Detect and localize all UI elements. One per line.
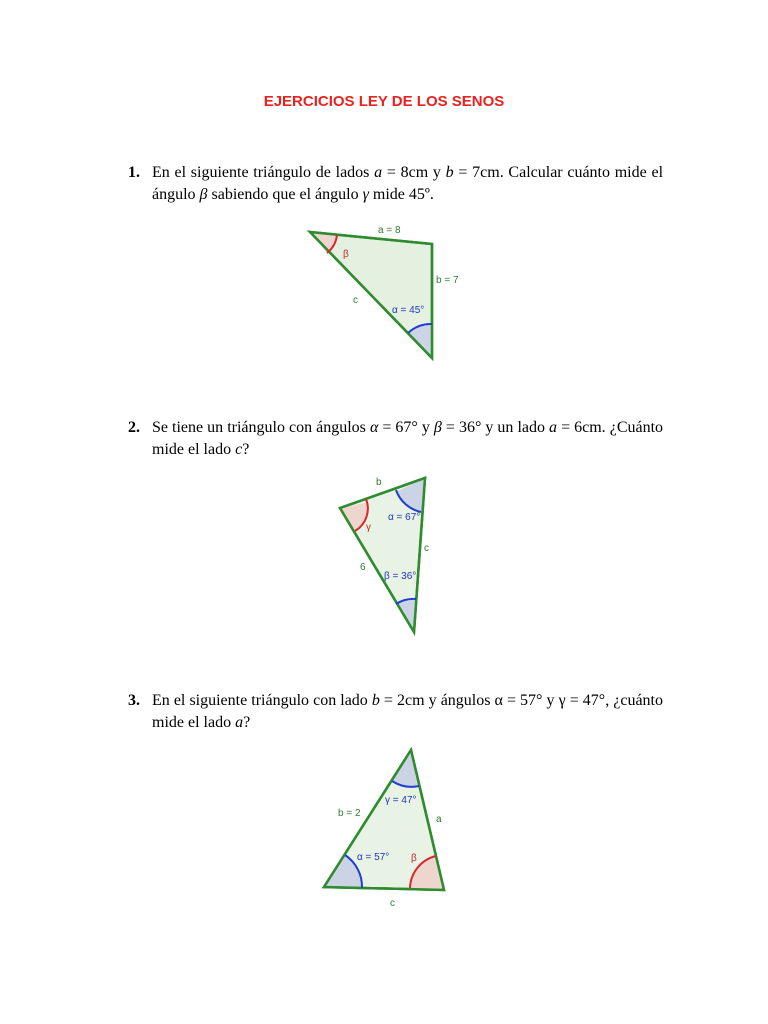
exercise-number: 2. — [128, 419, 140, 436]
exercise-text: Se tiene un triángulo con ángulos α = 67° y β = 36° y un lado a = 6cm. ¿Cuánto mide el lado c? — [152, 419, 664, 458]
exercise-number: 3. — [128, 692, 140, 709]
label-angle-beta: β — [343, 249, 349, 260]
exercise-text: En el siguiente triángulo de lados a = 8cm y b = 7cm. Calcular cuánto mide el ángulo β sabiendo que el ángulo γ mide 45º. — [152, 164, 664, 203]
label-side-b: b = 2 — [338, 808, 361, 819]
label-side-b: b = 7 — [436, 275, 459, 286]
label-side-b: b — [376, 477, 382, 488]
label-side-c: c — [424, 543, 429, 554]
label-side-6: 6 — [360, 562, 366, 573]
exercise-number: 1. — [128, 164, 140, 181]
label-side-c: c — [390, 898, 395, 909]
label-angle-alpha: α = 67° — [388, 512, 421, 523]
label-angle-gamma: γ = 47° — [385, 795, 417, 806]
label-angle-alpha: α = 45° — [392, 305, 425, 316]
label-side-a: a — [436, 814, 442, 825]
label-angle-beta: β = 36° — [384, 571, 417, 582]
label-angle-alpha: α = 57° — [357, 852, 390, 863]
label-side-c: c — [353, 295, 358, 306]
label-angle-gamma: γ — [366, 522, 371, 533]
label-side-a: a = 8 — [378, 225, 401, 236]
label-angle-beta: β — [411, 853, 417, 864]
page-title: EJERCICIOS LEY DE LOS SENOS — [263, 93, 505, 110]
exercise-text: En el siguiente triángulo con lado b = 2cm y ángulos α = 57° y γ = 47°, ¿cuánto mide el lado a? — [152, 692, 664, 731]
